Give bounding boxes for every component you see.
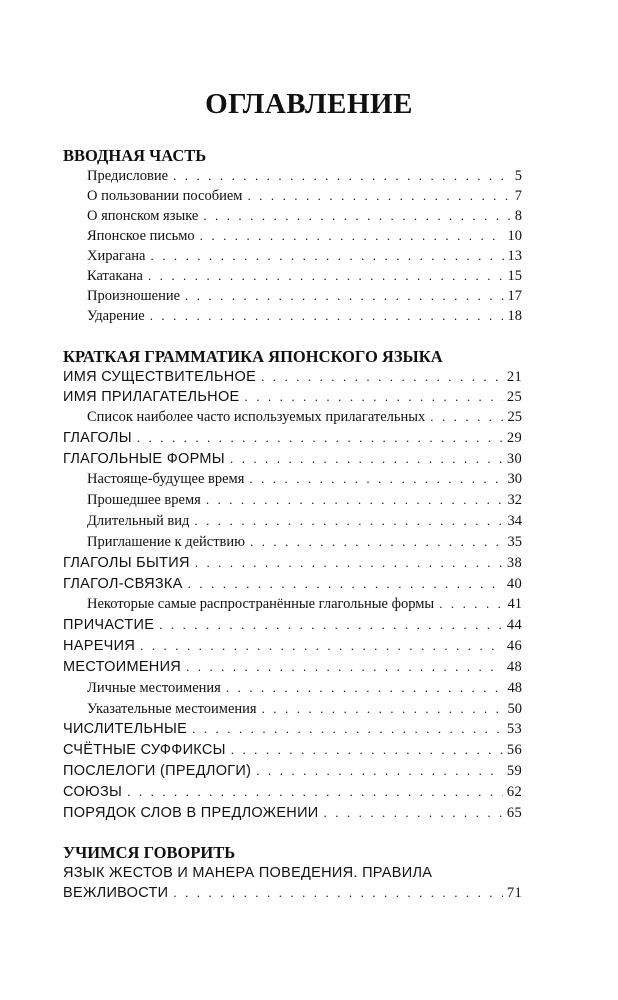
toc-entry[interactable]: [63, 367, 522, 387]
dot-leader: [256, 761, 503, 781]
toc-entry-first-line[interactable]: ЯЗЫК ЖЕСТОВ И МАНЕРА ПОВЕДЕНИЯ. ПРАВИЛА: [63, 865, 433, 881]
toc-entry-page: 32: [507, 492, 522, 508]
toc-entry-page: 30: [507, 471, 522, 487]
toc-entry-label: СОЮЗЫ: [63, 784, 123, 800]
toc-entry-page: 25: [507, 409, 522, 425]
toc-entry-page: 29: [506, 430, 522, 446]
toc-entry[interactable]: [87, 594, 522, 614]
toc-entry-page: 40: [506, 576, 522, 592]
toc-entry-page: 71: [506, 885, 522, 901]
dot-leader: [194, 511, 503, 531]
toc-entry-page: 34: [507, 513, 522, 529]
toc-entry-label: ПОСЛЕЛОГИ (ПРЕДЛОГИ): [63, 763, 252, 779]
toc-entry-page: 25: [506, 389, 522, 405]
toc-entry-page: 5: [514, 168, 522, 184]
page-title: ОГЛАВЛЕНИЕ: [205, 88, 413, 120]
toc-entry-page: 50: [507, 701, 522, 717]
toc-entry-label: Настояще-будущее время: [87, 471, 245, 487]
toc-entry-label: Личные местоимения: [87, 680, 221, 696]
toc-entry-label: ЧИСЛИТЕЛЬНЫЕ: [63, 721, 188, 737]
dot-leader: [173, 883, 502, 903]
dot-leader: [231, 740, 503, 760]
toc-entry-page: 65: [506, 805, 522, 821]
toc-entry-label: Произношение: [87, 288, 181, 304]
toc-entry[interactable]: [63, 553, 522, 573]
dot-leader: [200, 226, 504, 246]
toc-entry-label: СЧЁТНЫЕ СУФФИКСЫ: [63, 742, 226, 758]
toc-entry[interactable]: [87, 490, 522, 510]
toc-entry[interactable]: [63, 615, 522, 635]
toc-entry[interactable]: [87, 306, 522, 326]
dot-leader: [140, 636, 503, 656]
toc-entry-page: 30: [506, 451, 522, 467]
dot-leader: [247, 186, 510, 206]
toc-entry[interactable]: [63, 387, 522, 407]
toc-entry-label: ВЕЖЛИВОСТИ: [63, 885, 169, 901]
toc-entry[interactable]: [87, 407, 522, 427]
dot-leader: [188, 574, 503, 594]
dot-leader: [249, 469, 503, 489]
dot-leader: [148, 266, 504, 286]
toc-entry[interactable]: [87, 226, 522, 246]
section-heading-intro: ВВОДНАЯ ЧАСТЬ: [63, 146, 207, 165]
toc-entry[interactable]: [87, 469, 522, 489]
toc-entry-label: Некоторые самые распространённые глагольные формы: [87, 596, 435, 612]
dot-leader: [430, 407, 503, 427]
dot-leader: [230, 449, 503, 469]
toc-entry-page: 17: [507, 288, 522, 304]
toc-entry[interactable]: [87, 266, 522, 286]
toc-entry[interactable]: [87, 511, 522, 531]
dot-leader: [324, 803, 503, 823]
dot-leader: [439, 594, 503, 614]
dot-leader: [173, 166, 511, 186]
toc-entry[interactable]: [63, 636, 522, 656]
toc-entry-page: 15: [507, 268, 522, 284]
toc-entry-page: 38: [506, 555, 522, 571]
toc-entry[interactable]: [63, 803, 522, 823]
toc-entry-label: ИМЯ ПРИЛАГАТЕЛЬНОЕ: [63, 389, 240, 405]
dot-leader: [226, 678, 504, 698]
toc-entry-label: ГЛАГОЛЬНЫЕ ФОРМЫ: [63, 451, 225, 467]
toc-entry[interactable]: [63, 719, 522, 739]
toc-entry-label: Прошедшее время: [87, 492, 201, 508]
toc-entry[interactable]: [87, 206, 522, 226]
toc-entry-page: 21: [506, 369, 522, 385]
toc-entry-label: ИМЯ СУЩЕСТВИТЕЛЬНОЕ: [63, 369, 257, 385]
toc-entry-page: 48: [506, 659, 522, 675]
toc-entry-page: 41: [507, 596, 522, 612]
toc-entry-page: 59: [506, 763, 522, 779]
toc-entry-label: Указательные местоимения: [87, 701, 257, 717]
dot-leader: [245, 387, 503, 407]
toc-entry-label: ПРИЧАСТИЕ: [63, 617, 155, 633]
toc-entry-page: 10: [507, 228, 522, 244]
dot-leader: [137, 428, 503, 448]
toc-entry-page: 13: [507, 248, 522, 264]
toc-entry-label: ПОРЯДОК СЛОВ В ПРЕДЛОЖЕНИИ: [63, 805, 319, 821]
toc-entry-label: О японском языке: [87, 208, 199, 224]
toc-entry[interactable]: [87, 246, 522, 266]
toc-entry-label: Список наиболее часто используемых прилагательных: [87, 409, 426, 425]
dot-leader: [195, 553, 503, 573]
toc-entry-label: МЕСТОИМЕНИЯ: [63, 659, 182, 675]
toc-entry-page: 18: [507, 308, 522, 324]
toc-entry-label: ГЛАГОЛЫ БЫТИЯ: [63, 555, 190, 571]
toc-entry-page: 35: [507, 534, 522, 550]
dot-leader: [206, 490, 504, 510]
dot-leader: [159, 615, 503, 635]
toc-entry[interactable]: [87, 166, 522, 186]
dot-leader: [262, 699, 504, 719]
toc-entry-page: 53: [506, 721, 522, 737]
dot-leader: [150, 306, 504, 326]
toc-entry-label: НАРЕЧИЯ: [63, 638, 136, 654]
dot-leader: [203, 206, 510, 226]
toc-entry-label: Ударение: [87, 308, 145, 324]
toc-entry[interactable]: [63, 782, 522, 802]
toc-entry[interactable]: [63, 761, 522, 781]
toc-entry[interactable]: [63, 657, 522, 677]
toc-entry-page: 44: [506, 617, 522, 633]
toc-entry[interactable]: [63, 740, 522, 760]
dot-leader: [127, 782, 503, 802]
toc-entry-page: 7: [514, 188, 522, 204]
toc-entry-page: 48: [507, 680, 522, 696]
toc-entry-label: Предисловие: [87, 168, 169, 184]
section-heading-speaking: УЧИМСЯ ГОВОРИТЬ: [63, 843, 236, 862]
toc-entry-page: 46: [506, 638, 522, 654]
toc-entry-label: Японское письмо: [87, 228, 195, 244]
dot-leader: [250, 532, 504, 552]
toc-entry[interactable]: [63, 428, 522, 448]
toc-entry[interactable]: [63, 574, 522, 594]
section-heading-grammar: КРАТКАЯ ГРАММАТИКА ЯПОНСКОГО ЯЗЫКА: [63, 347, 443, 366]
dot-leader: [186, 657, 503, 677]
toc-entry-page: 8: [514, 208, 522, 224]
toc-entry-page: 56: [506, 742, 522, 758]
dot-leader: [261, 367, 503, 387]
toc-entry-label: Катакана: [87, 268, 143, 284]
toc-entry-label: Длительный вид: [87, 513, 190, 529]
toc-entry-label: ГЛАГОЛ-СВЯЗКА: [63, 576, 183, 592]
toc-entry[interactable]: [87, 699, 522, 719]
dot-leader: [151, 246, 504, 266]
toc-entry[interactable]: [63, 449, 522, 469]
toc-entry[interactable]: [87, 186, 522, 206]
toc-entry[interactable]: [87, 286, 522, 306]
toc-entry-label: Хирагана: [87, 248, 146, 264]
dot-leader: [185, 286, 503, 306]
toc-entry-page: 62: [506, 784, 522, 800]
toc-entry[interactable]: [87, 532, 522, 552]
dot-leader: [192, 719, 503, 739]
toc-entry-label: Приглашение к действию: [87, 534, 245, 550]
toc-entry-label: ГЛАГОЛЫ: [63, 430, 132, 446]
toc-entry-label: О пользовании пособием: [87, 188, 243, 204]
toc-entry[interactable]: [87, 678, 522, 698]
toc-entry[interactable]: [63, 883, 522, 903]
